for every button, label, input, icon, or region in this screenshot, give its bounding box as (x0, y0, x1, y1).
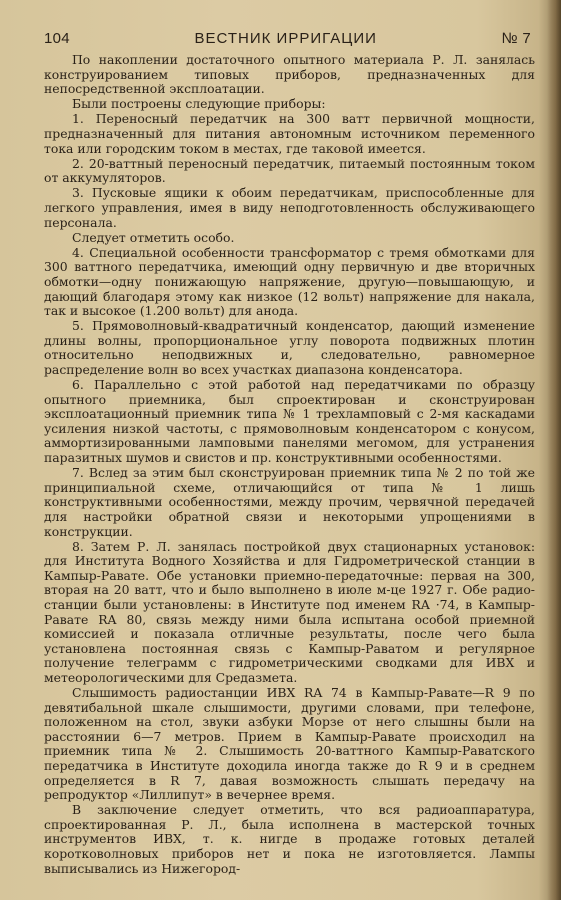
paragraph: 7. Вслед за этим был сконструирован приемник типа № 2 по той же принципиальной схеме, отличающийся от типа № 1 лишь конструктивными особенностями, между прочим, червячной передачей для настройки обратной связи и некоторыми упрощениями в конструкции. (44, 465, 535, 539)
book-spine-shadow (547, 0, 561, 900)
page-header (44, 22, 535, 53)
paragraph: В заключение следует отметить, что вся радиоаппаратура, спроектированная Р. Л., была исполнена в мастерской точных инструментов ИВХ, т. к. нигде в продаже готовых деталей коротковолновых приборов нет и пока не изготовляется. Лампы выписывались из Нижегород- (44, 802, 535, 876)
page-number: 104 (44, 30, 70, 47)
article-body (44, 53, 535, 876)
paragraph: 1. Переносный передатчик на 300 ватт первичной мощности, предназначенный для питания автономным источником переменного тока или городским током в местах, где таковой имеется. (44, 111, 535, 156)
issue-number: № 7 (501, 30, 531, 47)
paragraph: По накоплении достаточного опытного материала Р. Л. занялась конструированием типовых приборов, предназначенных для непосредственной эксплоатации. (44, 52, 535, 97)
paragraph: 5. Прямоволновый-квадратичный конденсатор, дающий изменение длины волны, пропорциональное углу поворота подвижных плотин относительно неподвижных и, следовательно, равномерное распределение волн во всех участках диапазона конденсатора. (44, 318, 535, 377)
paragraph: Были построены следующие приборы: (72, 96, 326, 112)
journal-title: ВЕСТНИК ИРРИГАЦИИ (194, 30, 377, 47)
paragraph: 6. Параллельно с этой работой над передатчиками по образцу опытного приемника, был спроектирован и сконструирован эксплоатационный приемник типа № 1 трехламповый с 2-мя каскадами усиления низкой частоты, с прямоволновым конденсатором с конусом, аммортизированными ламповыми панелями мегомом, для устранения паразитных шумов и свистов и пр. конструктивными особенностями. (44, 377, 535, 466)
paragraph: Слышимость радиостанции ИВХ RA 74 в Кампыр-Равате—R 9 по девятибальной шкале слышимости, другими словами, при телефоне, положенном на стол, звуки азбуки Морзе от него слышны были на расстоянии 6—7 метров. Прием в Кампыр-Равате происходил на приемник типа № 2. Слышимость 20-ваттного Кампыр-Раватского передатчика в Институте доходила иногда также до R 9 и в среднем определяется в R 7, давая возможность слышать передачу на репродуктор «Лиллипут» в вечернее время. (44, 685, 535, 803)
paragraph: 3. Пусковые ящики к обоим передатчикам, приспособленные для легкого управления, имея в виду неподготовленность обслуживающего персонала. (44, 185, 535, 230)
paragraph: 4. Специальной особенности трансформатор с тремя обмотками для 300 ваттного передатчика, имеющий одну первичную и две вторичных обмотки—одну понижающую напряжение, другую—повышающую, и дающий благодаря этому как низкое (12 вольт) напряжение для накала, так и высокое (1.200 вольт) для анода. (44, 244, 535, 319)
paragraph: 2. 20-ваттный переносный передатчик, питаемый постоянным током от аккумуляторов. (44, 155, 535, 186)
paragraph: Следует отметить особо. (72, 229, 235, 245)
paragraph: 8. Затем Р. Л. занялась постройкой двух стационарных установок: для Института Водного Хозяйства и для Гидрометрической станции в Кампыр-Равате. Обе установки приемно-передаточные: первая на 300, вторая на 20 ватт, что и было выполнено в июле м-це 1927 г. Обе радио-станции были установлены: в Институте под именем RA ·74, в Кампыр-Равате RA 80, связь между ними была испытана особой приемной комиссией и показала отличные результаты, после чего была установлена постоянная связь с Кампыр-Раватом и регулярное получение телеграмм с гидрометрическими сводками для ИВХ и метеорологическими для Средазмета. (44, 538, 535, 685)
